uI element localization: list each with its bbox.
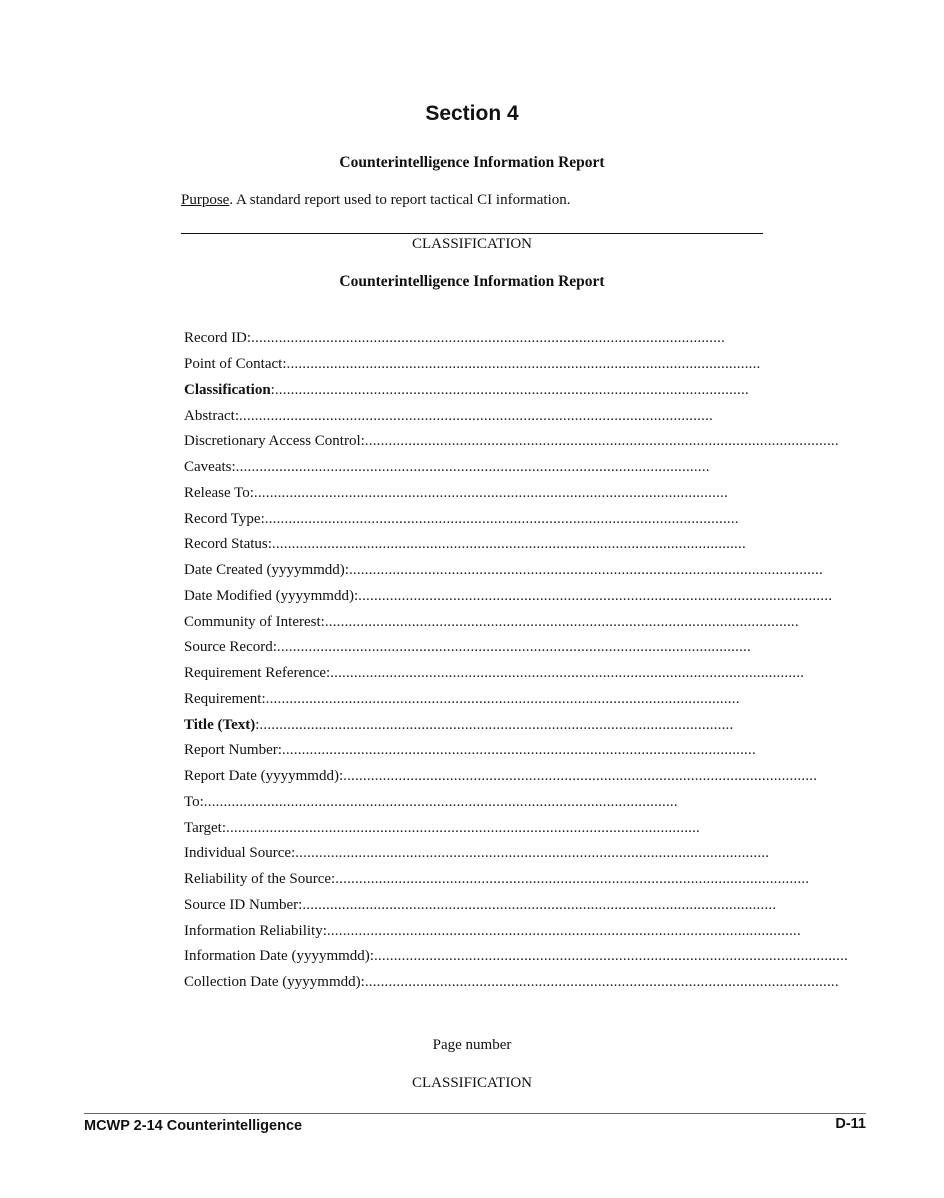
form-field-row: [184, 970, 839, 996]
form-field-leader-dots: ........................................................................................................................: [251, 330, 726, 347]
form-field-leader-dots: ........................................................................................................................: [358, 587, 833, 604]
form-field-label: Reliability of the Source:: [184, 871, 336, 888]
form-field-row: [184, 764, 818, 790]
form-field-label: Report Number:: [184, 742, 282, 759]
footer-publication: MCWP 2-14 Counterintelligence: [84, 1118, 303, 1134]
form-title: Counterintelligence Information Report: [339, 273, 605, 290]
form-field-row: [184, 687, 740, 713]
page-number-placeholder: Page number: [432, 1037, 512, 1053]
form-field-label: Date Created (yyyymmdd):: [184, 562, 349, 579]
form-field-row: [184, 661, 805, 687]
form-field-leader-dots: ........................................................................................................................: [276, 639, 751, 656]
form-field-leader-dots: ........................................................................................................................: [274, 381, 749, 398]
form-field-row: [184, 429, 839, 455]
form-field-leader-dots: ........................................................................................................................: [295, 845, 770, 862]
divider-line: [181, 233, 763, 234]
form-field-row: [184, 635, 751, 661]
form-field-leader-dots: ........................................................................................................................: [343, 768, 818, 785]
footer-divider: [84, 1113, 866, 1114]
form-field-row: [184, 867, 810, 893]
form-field-leader-dots: ........................................................................................................................: [235, 459, 710, 476]
form-field-row: [184, 944, 848, 970]
form-field-label: Community of Interest:: [184, 613, 325, 630]
form-field-leader-dots: ........................................................................................................................: [253, 484, 728, 501]
form-field-label: Release To:: [184, 484, 254, 501]
form-field-label: Record Type:: [184, 510, 265, 527]
form-field-row: [184, 378, 749, 404]
footer-page-number: D-11: [835, 1116, 866, 1132]
form-field-leader-dots: ........................................................................................................................: [302, 896, 777, 913]
form-field-label: Individual Source:: [184, 845, 296, 862]
form-field-label: Record Status:: [184, 536, 272, 553]
form-field-row: [184, 738, 756, 764]
form-field-label: Record ID:: [184, 330, 252, 347]
form-field-label: Date Modified (yyyymmdd):: [184, 587, 359, 604]
form-field-leader-dots: ........................................................................................................................: [335, 871, 810, 888]
form-field-label: To:: [184, 793, 204, 810]
form-field-label: Title (Text): [184, 716, 256, 733]
form-field-leader-dots: ........................................................................................................................: [281, 742, 756, 759]
form-field-leader-dots: ........................................................................................................................: [286, 356, 761, 373]
form-field-leader-dots: ........................................................................................................................: [373, 948, 848, 965]
form-field-leader-dots: ........................................................................................................................: [264, 510, 739, 527]
form-field-row: [184, 815, 700, 841]
document-subtitle: Counterintelligence Information Report: [339, 154, 605, 171]
form-field-label: Requirement:: [184, 690, 266, 707]
form-field-label: Classification: [184, 381, 271, 398]
form-field-row: [184, 584, 833, 610]
form-field-label-suffix: :: [270, 381, 275, 398]
purpose-label: Purpose: [181, 192, 230, 208]
form-field-row: [184, 352, 761, 378]
form-field-leader-dots: ........................................................................................................................: [259, 716, 734, 733]
form-field-row: [184, 790, 678, 816]
form-field-row: [184, 532, 746, 558]
section-title: Section 4: [425, 102, 519, 125]
form-field-label: Caveats:: [184, 459, 236, 476]
form-field-row: [184, 609, 799, 635]
form-field-row: [184, 918, 801, 944]
form-field-leader-dots: ........................................................................................................................: [330, 665, 805, 682]
form-field-label: Source Record:: [184, 639, 277, 656]
form-field-label-suffix: :: [255, 716, 260, 733]
purpose-paragraph: [181, 192, 571, 209]
classification-top: CLASSIFICATION: [411, 236, 532, 252]
form-field-label: Discretionary Access Control:: [184, 433, 365, 450]
form-field-leader-dots: ........................................................................................................................: [364, 974, 839, 991]
form-field-row: [184, 841, 770, 867]
form-field-row: [184, 403, 713, 429]
form-field-label: Source ID Number:: [184, 896, 303, 913]
form-field-leader-dots: ........................................................................................................................: [265, 690, 740, 707]
form-field-label: Abstract:: [184, 407, 239, 424]
form-field-leader-dots: ........................................................................................................................: [238, 407, 713, 424]
form-field-leader-dots: ........................................................................................................................: [364, 433, 839, 450]
form-field-label: Collection Date (yyyymmdd):: [184, 974, 365, 991]
form-field-leader-dots: ........................................................................................................................: [226, 819, 700, 836]
form-field-leader-dots: ........................................................................................................................: [271, 536, 746, 553]
form-field-row: [184, 558, 823, 584]
form-field-list: [184, 326, 848, 996]
purpose-text: . A standard report used to report tactical CI information.: [229, 192, 571, 208]
form-field-leader-dots: ........................................................................................................................: [348, 562, 823, 579]
form-field-leader-dots: ........................................................................................................................: [324, 613, 799, 630]
form-field-leader-dots: ........................................................................................................................: [203, 793, 678, 810]
form-field-label: Requirement Reference:: [184, 665, 331, 682]
classification-bottom: CLASSIFICATION: [411, 1075, 532, 1091]
form-field-row: [184, 481, 728, 507]
form-field-label: Target:: [184, 819, 226, 836]
form-field-row: [184, 893, 777, 919]
form-field-label: Information Date (yyyymmdd):: [184, 948, 374, 965]
form-field-label: Point of Contact:: [184, 356, 287, 373]
form-field-row: [184, 712, 734, 738]
form-field-label: Information Reliability:: [184, 922, 327, 939]
form-field-label: Report Date (yyyymmdd):: [184, 768, 344, 785]
form-field-leader-dots: ........................................................................................................................: [326, 922, 801, 939]
form-field-row: [184, 326, 726, 352]
form-field-row: [184, 506, 739, 532]
form-field-row: [184, 455, 710, 481]
